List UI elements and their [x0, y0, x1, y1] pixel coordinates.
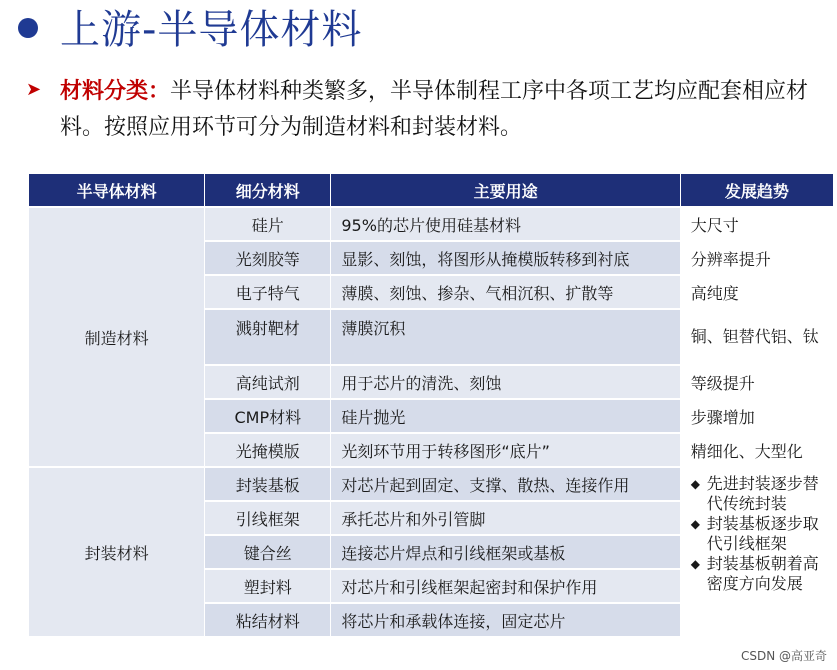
use-cell: 对芯片起到固定、支撑、散热、连接作用: [331, 468, 679, 500]
submaterial-cell: 键合丝: [205, 536, 330, 568]
arrow-bullet-icon: ➤: [26, 79, 42, 100]
use-cell: 硅片抛光: [331, 400, 679, 432]
trend-cell: 步骤增加: [681, 400, 833, 432]
submaterial-cell: 高纯试剂: [205, 366, 330, 398]
packaging-trend-cell: [681, 468, 833, 636]
submaterial-cell: 硅片: [205, 208, 330, 240]
submaterial-cell: 引线框架: [205, 502, 330, 534]
submaterial-cell: 光刻胶等: [205, 242, 330, 274]
intro-paragraph: [26, 74, 826, 146]
header-material: 半导体材料: [29, 174, 204, 206]
diamond-bullet-icon: ◆: [690, 477, 701, 491]
intro-label: 材料分类：: [60, 79, 171, 104]
intro-text: 半导体材料种类繁多，半导体制程工序中各项工艺均应配套相应材料。按照应用环节可分为制造材料和封装材料。: [60, 79, 809, 140]
use-cell: 对芯片和引线框架起密封和保护作用: [331, 570, 679, 602]
use-cell: 承托芯片和外引管脚: [331, 502, 679, 534]
materials-table: [28, 172, 834, 638]
submaterial-cell: CMP材料: [205, 400, 330, 432]
trend-item: ◆ 先进封装逐步替代传统封装: [690, 474, 819, 513]
diamond-bullet-icon: ◆: [690, 557, 701, 571]
category-manufacturing: 制造材料: [29, 208, 204, 466]
use-cell: 显影、刻蚀，将图形从掩模版转移到衬底: [331, 242, 679, 274]
trend-cell: 铜、钽替代铝、钛: [681, 310, 833, 364]
header-use: 主要用途: [331, 174, 679, 206]
submaterial-cell: 封装基板: [205, 468, 330, 500]
submaterial-cell: 电子特气: [205, 276, 330, 308]
header-submaterial: 细分材料: [205, 174, 330, 206]
diamond-bullet-icon: ◆: [690, 517, 701, 531]
use-cell: 光刻环节用于转移图形“底片”: [331, 434, 679, 466]
category-packaging: 封装材料: [29, 468, 204, 636]
title-row: [0, 0, 837, 60]
watermark: CSDN @高亚奇: [740, 649, 827, 663]
title-bullet-icon: [18, 18, 38, 38]
header-trend: 发展趋势: [681, 174, 833, 206]
submaterial-cell: 粘结材料: [205, 604, 330, 636]
trend-cell: 高纯度: [681, 276, 833, 308]
use-cell: 连接芯片焊点和引线框架或基板: [331, 536, 679, 568]
use-cell: 薄膜沉积: [331, 310, 679, 364]
use-cell: 将芯片和承载体连接，固定芯片: [331, 604, 679, 636]
trend-cell: 分辨率提升: [681, 242, 833, 274]
use-cell: 薄膜、刻蚀、掺杂、气相沉积、扩散等: [331, 276, 679, 308]
trend-cell: 精细化、大型化: [681, 434, 833, 466]
submaterial-cell: 溅射靶材: [205, 310, 330, 364]
table-row: [29, 208, 833, 240]
trend-item: ◆ 封装基板朝着高密度方向发展: [690, 554, 819, 593]
use-cell: 95%的芯片使用硅基材料: [331, 208, 679, 240]
trend-item: ◆ 封装基板逐步取代引线框架: [690, 514, 819, 553]
page-title: 上游-半导体材料: [60, 7, 363, 53]
table-header-row: [29, 174, 833, 206]
submaterial-cell: 光掩模版: [205, 434, 330, 466]
trend-cell: 大尺寸: [681, 208, 833, 240]
table-row: [29, 468, 833, 500]
submaterial-cell: 塑封料: [205, 570, 330, 602]
trend-cell: 等级提升: [681, 366, 833, 398]
use-cell: 用于芯片的清洗、刻蚀: [331, 366, 679, 398]
